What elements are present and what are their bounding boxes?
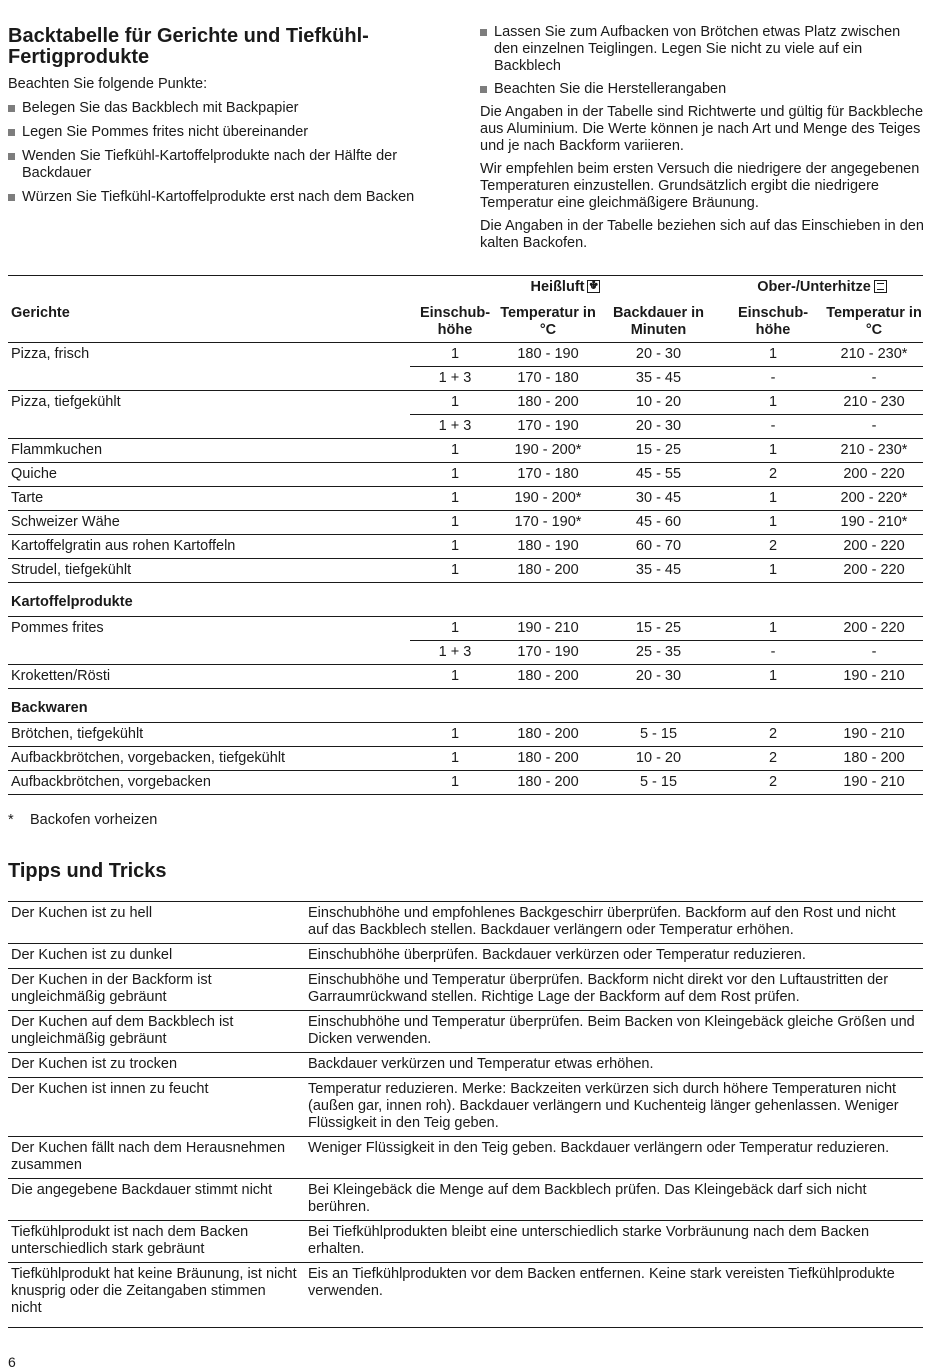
table-row xyxy=(8,558,923,582)
cell-temp2: 180 - 200 xyxy=(825,746,923,770)
intro-paragraph: Die Angaben in der Tabelle beziehen sich auf das Einschieben in den kalten Backofen. xyxy=(480,218,924,251)
tip-problem: Die angegebene Backdauer stimmt nicht xyxy=(8,1179,308,1221)
cell-level: 1 xyxy=(410,534,500,558)
tips-table xyxy=(8,901,923,1328)
table-section-row xyxy=(8,582,923,616)
cell-temp2: 190 - 210 xyxy=(825,664,923,688)
cell-time: 35 - 45 xyxy=(596,366,721,390)
cell-dish: Aufbackbrötchen, vorgebacken, tiefgekühlt xyxy=(8,746,410,770)
tip-solution: Weniger Flüssigkeit in den Teig geben. Backdauer verlängern oder Temperatur reduzieren. xyxy=(308,1137,923,1179)
cell-temp: 170 - 180 xyxy=(500,462,596,486)
bullet-square-icon xyxy=(8,153,15,160)
tip-solution: Eis an Tiefkühlprodukten vor dem Backen entfernen. Keine stark vereisten Tiefkühlprodukte verwenden. xyxy=(308,1263,923,1328)
cell-level2: 1 xyxy=(721,390,825,414)
cell-dish: Strudel, tiefgekühlt xyxy=(8,558,410,582)
group-header-hot-air: Heißluft✤ xyxy=(410,276,721,299)
tip-problem: Der Kuchen ist zu trocken xyxy=(8,1053,308,1078)
table-section-row xyxy=(8,688,923,722)
tip-solution: Einschubhöhe und Temperatur überprüfen. Backform nicht direkt vor den Luftaustritten der Garraumrückwand stellen. Richtige Lage der Backform auf dem Rost prüfen. xyxy=(308,969,923,1011)
cell-level: 1 + 3 xyxy=(410,414,500,438)
cell-level: 1 xyxy=(410,486,500,510)
table-row xyxy=(8,510,923,534)
bullet-item: Lassen Sie zum Aufbacken von Brötchen etwas Platz zwischen den einzelnen Teiglingen. Legen Sie nicht zu viele auf ein Backblech xyxy=(480,24,925,75)
cell-temp2: 210 - 230* xyxy=(825,342,923,366)
col-header-temp: Temperatur in °C xyxy=(500,305,596,338)
page-title: Backtabelle für Gerichte und Tiefkühl-Fertigprodukte xyxy=(8,25,369,68)
cell-dish: Schweizer Wähe xyxy=(8,510,410,534)
tip-solution: Backdauer verkürzen und Temperatur etwas erhöhen. xyxy=(308,1053,923,1078)
bullet-square-icon xyxy=(8,194,15,201)
cell-temp: 180 - 190 xyxy=(500,342,596,366)
group-header-row xyxy=(8,276,923,299)
cell-level2: 2 xyxy=(721,462,825,486)
fan-icon xyxy=(587,280,600,293)
tip-problem: Tiefkühlprodukt hat keine Bräunung, ist nicht knusprig oder die Zeitangaben stimmen nicht xyxy=(8,1263,308,1328)
bullet-item: Belegen Sie das Backblech mit Backpapier xyxy=(8,100,458,117)
tips-row xyxy=(8,1263,923,1328)
cell-dish: Pommes frites xyxy=(8,616,410,640)
cell-time: 15 - 25 xyxy=(596,438,721,462)
cell-level2: 2 xyxy=(721,746,825,770)
tips-table-body xyxy=(8,902,923,1328)
tip-solution: Einschubhöhe und Temperatur überprüfen. Beim Backen von Kleingebäck gleiche Größen und Dicken verwenden. xyxy=(308,1011,923,1053)
tips-title: Tipps und Tricks xyxy=(8,860,167,882)
cell-temp: 180 - 200 xyxy=(500,390,596,414)
cell-level2: 2 xyxy=(721,722,825,746)
tip-solution: Bei Kleingebäck die Menge auf dem Backblech prüfen. Das Kleingebäck darf sich nicht berühren. xyxy=(308,1179,923,1221)
table-row xyxy=(8,534,923,558)
table-row xyxy=(8,462,923,486)
cell-temp: 180 - 200 xyxy=(500,746,596,770)
column-header-row xyxy=(8,298,923,342)
table-row xyxy=(8,390,923,414)
cell-temp: 180 - 200 xyxy=(500,770,596,794)
cell-temp2: 210 - 230* xyxy=(825,438,923,462)
tip-problem: Tiefkühlprodukt ist nach dem Backen unterschiedlich stark gebräunt xyxy=(8,1221,308,1263)
cell-level: 1 xyxy=(410,770,500,794)
section-heading: Backwaren xyxy=(8,688,923,722)
bullet-item: Würzen Sie Tiefkühl-Kartoffelprodukte erst nach dem Backen xyxy=(8,189,458,206)
tip-problem: Der Kuchen fällt nach dem Herausnehmen zusammen xyxy=(8,1137,308,1179)
tips-row xyxy=(8,1078,923,1137)
tip-solution: Temperatur reduzieren. Merke: Backzeiten verkürzen sich durch höhere Temperaturen nicht (außen gar, innen roh). Backdauer verlängern und Kuchenteig länger gehenlassen. Weniger Flüssigkeit in den Teig geben. xyxy=(308,1078,923,1137)
table-row xyxy=(8,664,923,688)
cell-temp: 180 - 200 xyxy=(500,664,596,688)
bullet-item: Legen Sie Pommes frites nicht übereinander xyxy=(8,124,458,141)
cell-temp: 190 - 200* xyxy=(500,486,596,510)
intro-points-right xyxy=(480,24,925,98)
tips-row xyxy=(8,902,923,944)
intro-lead: Beachten Sie folgende Punkte: xyxy=(8,76,208,92)
cell-dish: Quiche xyxy=(8,462,410,486)
cell-temp2: 190 - 210 xyxy=(825,770,923,794)
cell-level: 1 xyxy=(410,438,500,462)
table-row xyxy=(8,640,923,664)
cell-temp: 180 - 190 xyxy=(500,534,596,558)
cell-temp: 170 - 190 xyxy=(500,414,596,438)
cell-dish xyxy=(8,414,410,438)
tip-problem: Der Kuchen auf dem Backblech ist ungleichmäßig gebräunt xyxy=(8,1011,308,1053)
intro-left-column xyxy=(8,26,458,213)
cell-dish: Pizza, frisch xyxy=(8,342,410,366)
cell-temp: 170 - 190* xyxy=(500,510,596,534)
tip-solution: Einschubhöhe überprüfen. Backdauer verkürzen oder Temperatur reduzieren. xyxy=(308,944,923,969)
cell-temp: 170 - 190 xyxy=(500,640,596,664)
cell-level2: - xyxy=(721,366,825,390)
col-header-temp-top-bottom: Temperatur in °C xyxy=(826,305,922,338)
baking-table-body xyxy=(8,342,923,794)
table-row xyxy=(8,770,923,794)
tip-problem: Der Kuchen ist zu dunkel xyxy=(8,944,308,969)
cell-level2: 1 xyxy=(721,510,825,534)
footnote-mark: * xyxy=(8,812,14,828)
bullet-square-icon xyxy=(480,86,487,93)
cell-temp: 180 - 200 xyxy=(500,558,596,582)
bullet-square-icon xyxy=(480,29,487,36)
cell-level2: - xyxy=(721,640,825,664)
cell-temp2: 200 - 220 xyxy=(825,462,923,486)
cell-time: 45 - 55 xyxy=(596,462,721,486)
intro-paragraph: Wir empfehlen beim ersten Versuch die niedrigere der angegebenen Temperaturen einzustellen. Grundsätzlich ergibt die niedrigere Temperatur eine gleichmäßigere Bräunung. xyxy=(480,161,920,211)
cell-time: 20 - 30 xyxy=(596,414,721,438)
cell-temp: 190 - 200* xyxy=(500,438,596,462)
cell-dish: Kartoffelgratin aus rohen Kartoffeln xyxy=(8,534,410,558)
tip-solution: Einschubhöhe und empfohlenes Backgeschirr überprüfen. Backform auf den Rost und nicht auf das Backblech stellen. Backdauer verlängern oder Temperatur erhöhen. xyxy=(308,902,923,944)
col-header-level: Einschub-höhe xyxy=(419,305,491,338)
cell-level2: - xyxy=(721,414,825,438)
footnote-text: Backofen vorheizen xyxy=(30,812,158,828)
cell-dish xyxy=(8,366,410,390)
tip-solution: Bei Tiefkühlprodukten bleibt eine unterschiedlich starke Vorbräunung nach dem Backen erhalten. xyxy=(308,1221,923,1263)
cell-level: 1 xyxy=(410,510,500,534)
cell-level: 1 + 3 xyxy=(410,366,500,390)
cell-dish: Flammkuchen xyxy=(8,438,410,462)
tip-problem: Der Kuchen ist innen zu feucht xyxy=(8,1078,308,1137)
group-header-spacer xyxy=(8,276,410,299)
cell-level2: 1 xyxy=(721,558,825,582)
cell-level2: 1 xyxy=(721,342,825,366)
bullet-item: Wenden Sie Tiefkühl-Kartoffelprodukte nach der Hälfte der Backdauer xyxy=(8,148,458,182)
cell-temp2: 200 - 220 xyxy=(825,558,923,582)
cell-level2: 1 xyxy=(721,486,825,510)
col-header-level-top-bottom: Einschub-höhe xyxy=(737,305,809,338)
cell-level: 1 xyxy=(410,390,500,414)
cell-time: 5 - 15 xyxy=(596,722,721,746)
cell-temp2: 200 - 220 xyxy=(825,534,923,558)
bullet-item: Beachten Sie die Herstellerangaben xyxy=(480,81,925,98)
table-row xyxy=(8,342,923,366)
cell-temp2: 190 - 210* xyxy=(825,510,923,534)
col-header-time: Backdauer in Minuten xyxy=(612,305,705,338)
cell-time: 35 - 45 xyxy=(596,558,721,582)
table-row xyxy=(8,486,923,510)
cell-level2: 1 xyxy=(721,616,825,640)
intro-points-left xyxy=(8,100,458,206)
cell-level: 1 xyxy=(410,342,500,366)
cell-time: 20 - 30 xyxy=(596,342,721,366)
cell-temp2: 200 - 220 xyxy=(825,616,923,640)
cell-level: 1 xyxy=(410,722,500,746)
cell-temp2: - xyxy=(825,414,923,438)
table-row xyxy=(8,366,923,390)
cell-temp2: 190 - 210 xyxy=(825,722,923,746)
cell-level2: 2 xyxy=(721,770,825,794)
cell-level: 1 xyxy=(410,462,500,486)
cell-dish: Brötchen, tiefgekühlt xyxy=(8,722,410,746)
table-footnote xyxy=(8,812,157,829)
cell-dish: Aufbackbrötchen, vorgebacken xyxy=(8,770,410,794)
cell-time: 15 - 25 xyxy=(596,616,721,640)
intro-paragraph: Die Angaben in der Tabelle sind Richtwerte und gültig für Backbleche aus Aluminium. Die Werte können je nach Art und Menge des Teiges und je nach Backform variieren. xyxy=(480,104,924,154)
tips-row xyxy=(8,944,923,969)
cell-dish: Tarte xyxy=(8,486,410,510)
tip-problem: Der Kuchen in der Backform ist ungleichmäßig gebräunt xyxy=(8,969,308,1011)
cell-time: 10 - 20 xyxy=(596,390,721,414)
cell-temp2: 200 - 220* xyxy=(825,486,923,510)
cell-temp2: - xyxy=(825,640,923,664)
cell-level: 1 xyxy=(410,616,500,640)
cell-time: 60 - 70 xyxy=(596,534,721,558)
tips-row xyxy=(8,1053,923,1078)
bullet-square-icon xyxy=(8,129,15,136)
cell-level2: 1 xyxy=(721,438,825,462)
group-header-top-bottom-heat: Ober-/Unterhitze xyxy=(721,276,923,299)
cell-time: 10 - 20 xyxy=(596,746,721,770)
col-header-dish: Gerichte xyxy=(11,305,70,321)
cell-level: 1 xyxy=(410,746,500,770)
tips-row xyxy=(8,1179,923,1221)
cell-temp: 170 - 180 xyxy=(500,366,596,390)
tip-problem: Der Kuchen ist zu hell xyxy=(8,902,308,944)
cell-level: 1 xyxy=(410,664,500,688)
section-heading: Kartoffelprodukte xyxy=(8,582,923,616)
cell-level2: 2 xyxy=(721,534,825,558)
cell-temp: 180 - 200 xyxy=(500,722,596,746)
cell-level: 1 + 3 xyxy=(410,640,500,664)
cell-temp: 190 - 210 xyxy=(500,616,596,640)
cell-time: 30 - 45 xyxy=(596,486,721,510)
cell-dish: Pizza, tiefgekühlt xyxy=(8,390,410,414)
tips-row xyxy=(8,1137,923,1179)
table-row xyxy=(8,414,923,438)
cell-dish xyxy=(8,640,410,664)
cell-dish: Kroketten/Rösti xyxy=(8,664,410,688)
table-row xyxy=(8,722,923,746)
cell-temp2: - xyxy=(825,366,923,390)
cell-temp2: 210 - 230 xyxy=(825,390,923,414)
cell-time: 20 - 30 xyxy=(596,664,721,688)
intro-right-column xyxy=(480,24,925,258)
cell-level: 1 xyxy=(410,558,500,582)
page-number: 6 xyxy=(8,1354,16,1370)
tips-row xyxy=(8,1011,923,1053)
tips-row xyxy=(8,969,923,1011)
cell-time: 45 - 60 xyxy=(596,510,721,534)
cell-time: 25 - 35 xyxy=(596,640,721,664)
cell-level2: 1 xyxy=(721,664,825,688)
top-bottom-heat-icon xyxy=(874,280,887,293)
table-row xyxy=(8,616,923,640)
table-row xyxy=(8,438,923,462)
bullet-square-icon xyxy=(8,105,15,112)
tips-row xyxy=(8,1221,923,1263)
baking-table xyxy=(8,275,923,795)
table-row xyxy=(8,746,923,770)
cell-time: 5 - 15 xyxy=(596,770,721,794)
